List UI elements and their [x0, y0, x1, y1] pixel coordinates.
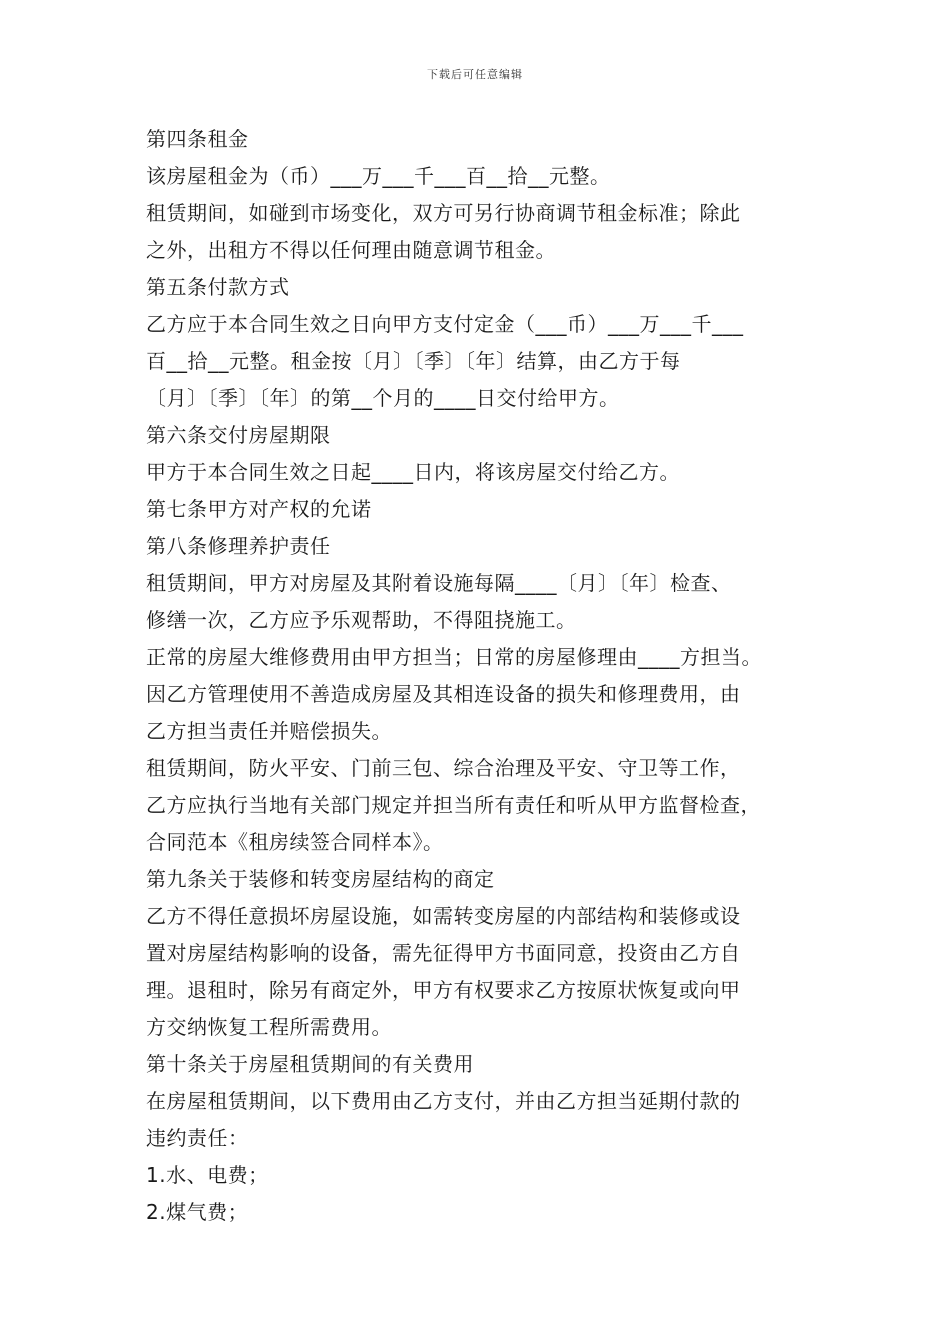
page-header: 下载后可任意编辑 [427, 68, 523, 81]
paragraph-line: 方交纳恢复工程所需费用。 [146, 1015, 392, 1039]
paragraph-line: 正常的房屋大维修费用由甲方担当；日常的房屋修理由____方担当。 [146, 645, 762, 669]
paragraph-line: 在房屋租赁期间，以下费用由乙方支付，并由乙方担当延期付款的 [146, 1089, 741, 1113]
section-heading-7: 第七条甲方对产权的允诺 [146, 497, 372, 521]
document-body [146, 121, 826, 1231]
paragraph-line: 因乙方管理使用不善造成房屋及其相连设备的损失和修理费用，由 [146, 682, 741, 706]
paragraph-line: 合同范本《租房续签合同样本》。 [146, 830, 444, 854]
paragraph-line: 理。退租时，除另有商定外，甲方有权要求乙方按原状恢复或向甲 [146, 978, 741, 1002]
paragraph-line: 租赁期间，如碰到市场变化，双方可另行协商调节租金标准；除此 [146, 201, 741, 225]
paragraph-line: 乙方不得任意损坏房屋设施，如需转变房屋的内部结构和装修或设 [146, 904, 741, 928]
section-heading-8: 第八条修理养护责任 [146, 534, 331, 558]
list-item: 1.水、电费； [146, 1163, 269, 1187]
paragraph-line: 乙方应于本合同生效之日向甲方支付定金（___币）___万___千___ [146, 312, 744, 336]
paragraph-line: 甲方于本合同生效之日起____日内，将该房屋交付给乙方。 [146, 460, 680, 484]
paragraph-line: 乙方应执行当地有关部门规定并担当所有责任和听从甲方监督检查， [146, 793, 761, 817]
paragraph-line: 修缮一次，乙方应予乐观帮助，不得阻挠施工。 [146, 608, 577, 632]
paragraph-line: 租赁期间，防火平安、门前三包、综合治理及平安、守卫等工作， [146, 756, 741, 780]
section-heading-5: 第五条付款方式 [146, 275, 290, 299]
paragraph-line: 置对房屋结构影响的设备，需先征得甲方书面同意，投资由乙方自 [146, 941, 741, 965]
section-heading-9: 第九条关于装修和转变房屋结构的商定 [146, 867, 495, 891]
paragraph-line: 违约责任： [146, 1126, 249, 1150]
paragraph-line: 该房屋租金为（币）___万___千___百__拾__元整。 [146, 164, 611, 188]
section-heading-10: 第十条关于房屋租赁期间的有关费用 [146, 1052, 474, 1076]
paragraph-line: 之外，出租方不得以任何理由随意调节租金。 [146, 238, 556, 262]
paragraph-line: 租赁期间，甲方对房屋及其附着设施每隔____〔月〕〔年〕检查、 [146, 571, 732, 595]
list-item: 2.煤气费； [146, 1200, 249, 1224]
paragraph-line: 乙方担当责任并赔偿损失。 [146, 719, 392, 743]
section-heading-6: 第六条交付房屋期限 [146, 423, 331, 447]
paragraph-line: 百__拾__元整。租金按〔月〕〔季〕〔年〕结算，由乙方于每 [146, 349, 681, 373]
paragraph-line: 〔月〕〔季〕〔年〕的第__个月的____日交付给甲方。 [146, 386, 620, 410]
section-heading-4: 第四条租金 [146, 127, 249, 151]
